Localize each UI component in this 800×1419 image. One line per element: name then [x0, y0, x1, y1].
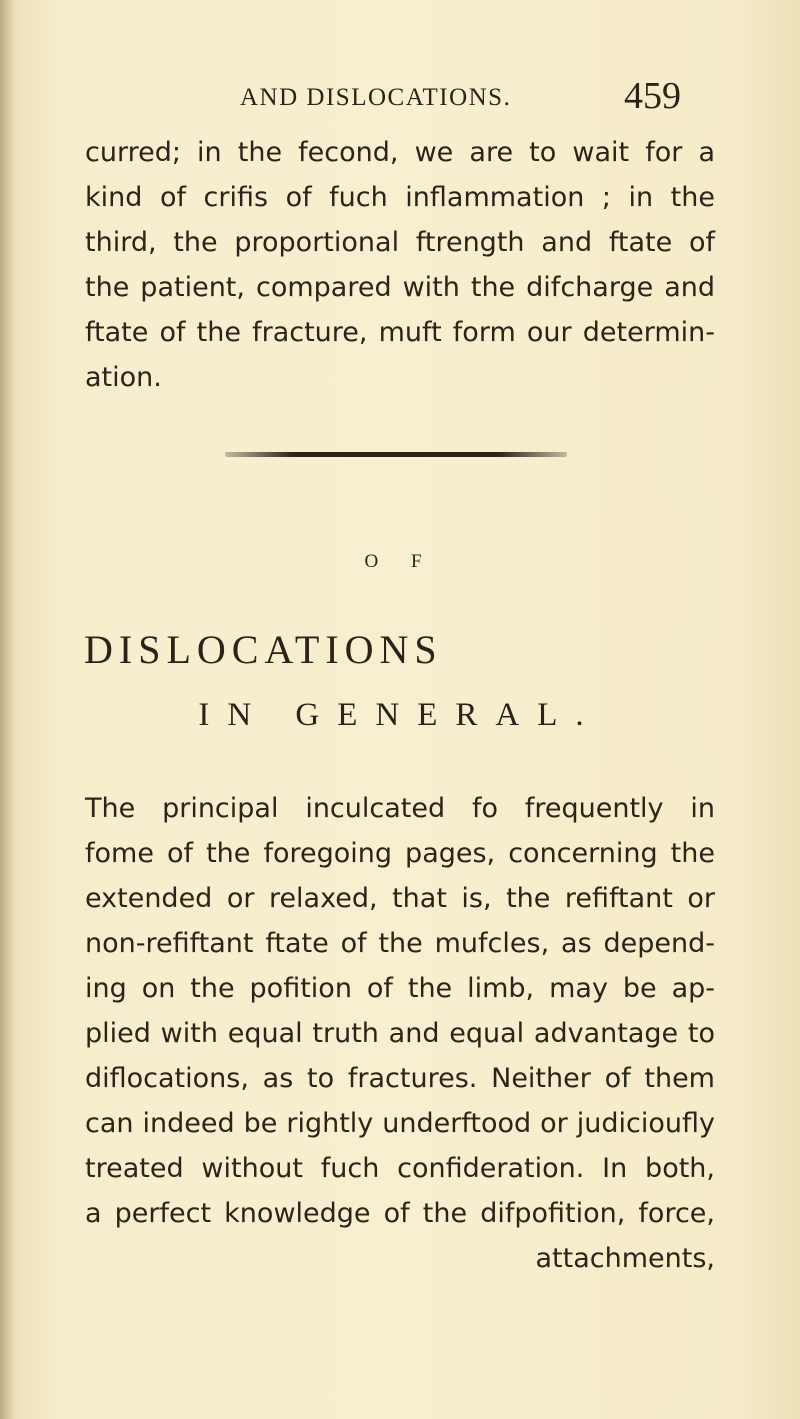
text-line: can indeed be rightly underftood or judicioufly — [85, 1108, 715, 1139]
text-line: the patient, compared with the difcharge and — [85, 272, 715, 303]
section-divider-rule — [225, 452, 567, 457]
text-line: extended or relaxed, that is, the refiftant or — [85, 883, 715, 914]
text-line: fome of the foregoing pages, concerning the — [85, 838, 715, 869]
section-title: DISLOCATIONS — [84, 627, 443, 672]
text-line: ation. — [85, 362, 162, 393]
text-line: curred; in the fecond, we are to wait for a — [85, 137, 715, 168]
running-head: AND DISLOCATIONS. — [240, 84, 512, 111]
text-line: ing on the pofition of the limb, may be ap- — [85, 973, 715, 1004]
text-line: third, the proportional ftrength and ftate of — [85, 227, 715, 258]
section-subtitle: IN GENERAL. — [198, 697, 602, 733]
text-line: plied with equal truth and equal advantage to — [85, 1018, 715, 1049]
text-line: The principal inculcated fo frequently in — [85, 793, 715, 824]
text-line: diflocations, as to fractures. Neither of them — [85, 1063, 715, 1094]
page-number: 459 — [624, 75, 681, 117]
text-line: ftate of the fracture, muft form our determin- — [85, 317, 715, 348]
text-line: non-refiftant ftate of the mufcles, as depend- — [85, 928, 715, 959]
text-line: a perfect knowledge of the difpofition, force, — [85, 1198, 715, 1229]
text-line: kind of crifis of fuch inflammation ; in the — [85, 182, 715, 213]
catchword-line: attachments, — [535, 1243, 715, 1274]
section-pre-title: O F — [364, 551, 436, 572]
text-line: treated without fuch confideration. In both, — [85, 1153, 715, 1184]
